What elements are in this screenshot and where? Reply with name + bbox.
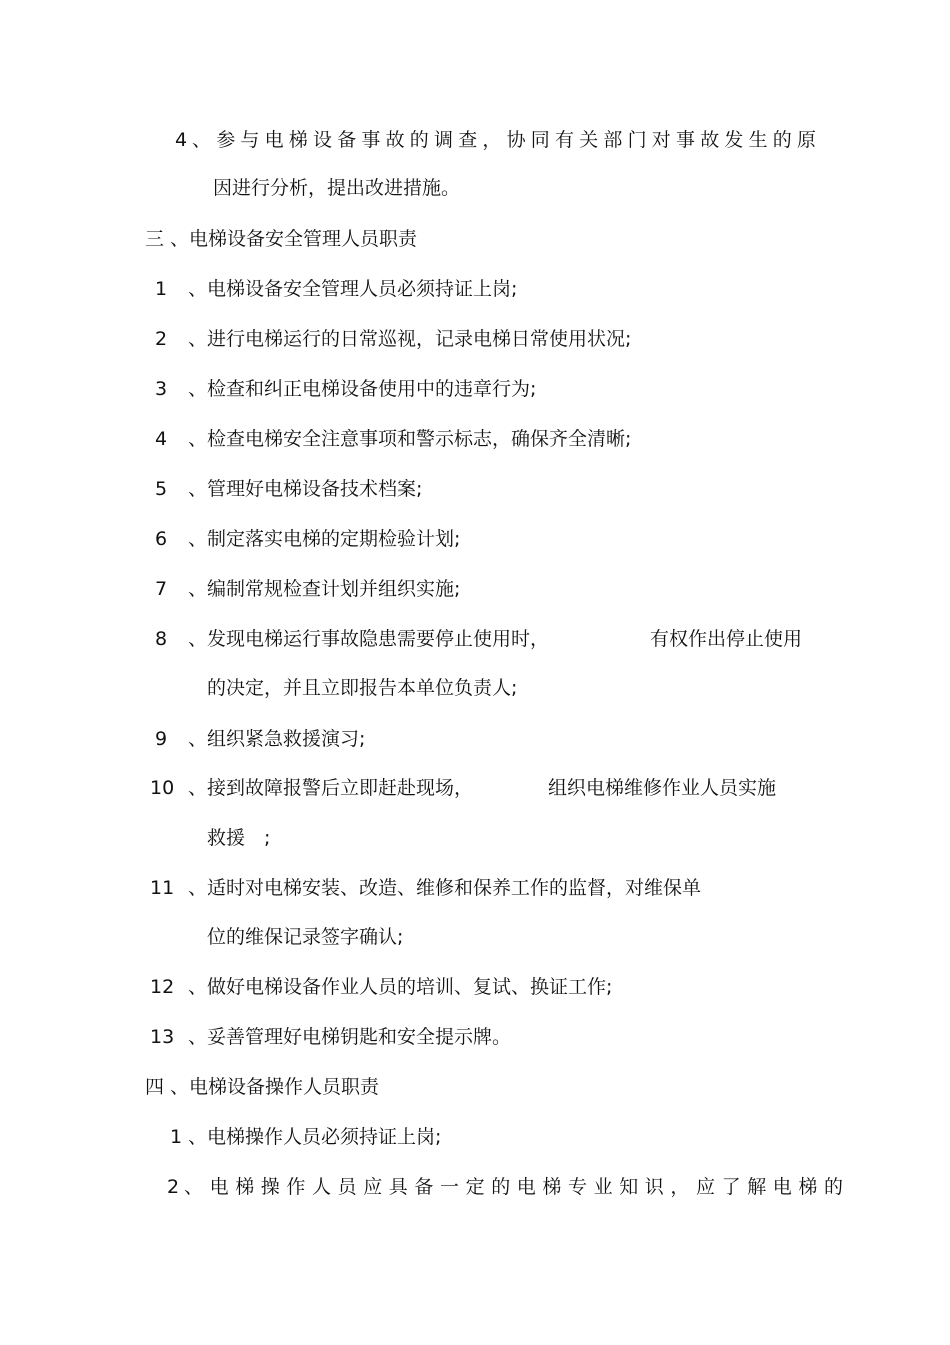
item-text: 、管理好电梯设备技术档案; <box>188 478 423 500</box>
item-text: 、发现电梯运行事故隐患需要停止使用时， <box>188 628 550 650</box>
item-number: 7 <box>155 578 168 600</box>
item-text: 、进行电梯运行的日常巡视，记录电梯日常使用状况; <box>188 328 632 350</box>
item-number: 11 <box>150 877 175 899</box>
item-number: 8 <box>155 628 168 650</box>
item-number: 1 <box>155 278 168 300</box>
item-number: 5 <box>155 478 168 500</box>
item-text: 、做好电梯设备作业人员的培训、复试、换证工作; <box>188 976 613 998</box>
section-heading: 三 、电梯设备安全管理人员职责 <box>145 228 418 250</box>
item-number: 1 <box>170 1126 183 1148</box>
item-number: 9 <box>155 728 168 750</box>
item-number: 10 <box>150 777 175 799</box>
item-number: 12 <box>150 976 175 998</box>
section-heading: 四 、电梯设备操作人员职责 <box>145 1076 380 1098</box>
item-text: 、接到故障报警后立即赶赴现场， <box>188 777 474 799</box>
item-number: 4 <box>155 428 168 450</box>
item-number: 13 <box>150 1026 175 1048</box>
item-text-continuation: 救援 ; <box>207 827 271 849</box>
item-text-second-part: 有权作出停止使用 <box>650 628 803 650</box>
item-number: 2 <box>167 1176 180 1198</box>
item-text: 、电梯操作人员应具备一定的电梯专业知识，应了解电梯的 <box>184 1176 850 1198</box>
item-text: 、电梯操作人员必须持证上岗; <box>188 1126 442 1148</box>
item-text-second-part: 组织电梯维修作业人员实施 <box>548 777 777 799</box>
item-text-continuation: 位的维保记录签字确认; <box>207 926 404 948</box>
item-text: 、检查和纠正电梯设备使用中的违章行为; <box>188 378 537 400</box>
item-text: 、编制常规检查计划并组织实施; <box>188 578 461 600</box>
item-text: 、适时对电梯安装、改造、维修和保养工作的监督，对维保单 <box>188 877 702 899</box>
item-text: 、电梯设备安全管理人员必须持证上岗; <box>188 278 518 300</box>
item-text-continuation: 的决定，并且立即报告本单位负责人; <box>207 677 518 699</box>
item-text: 、参与电梯设备事故的调查，协同有关部门对事故发生的原 <box>192 129 822 151</box>
item-text: 、检查电梯安全注意事项和警示标志，确保齐全清晰; <box>188 428 632 450</box>
item-text: 、制定落实电梯的定期检验计划; <box>188 528 461 550</box>
item-number: 4 <box>175 129 188 151</box>
item-number: 3 <box>155 378 168 400</box>
item-text: 、妥善管理好电梯钥匙和安全提示牌。 <box>188 1026 512 1048</box>
item-number: 6 <box>155 528 168 550</box>
item-text: 、组织紧急救援演习; <box>188 728 366 750</box>
item-text-continuation: 因进行分析，提出改进措施。 <box>213 177 461 199</box>
item-number: 2 <box>155 328 168 350</box>
